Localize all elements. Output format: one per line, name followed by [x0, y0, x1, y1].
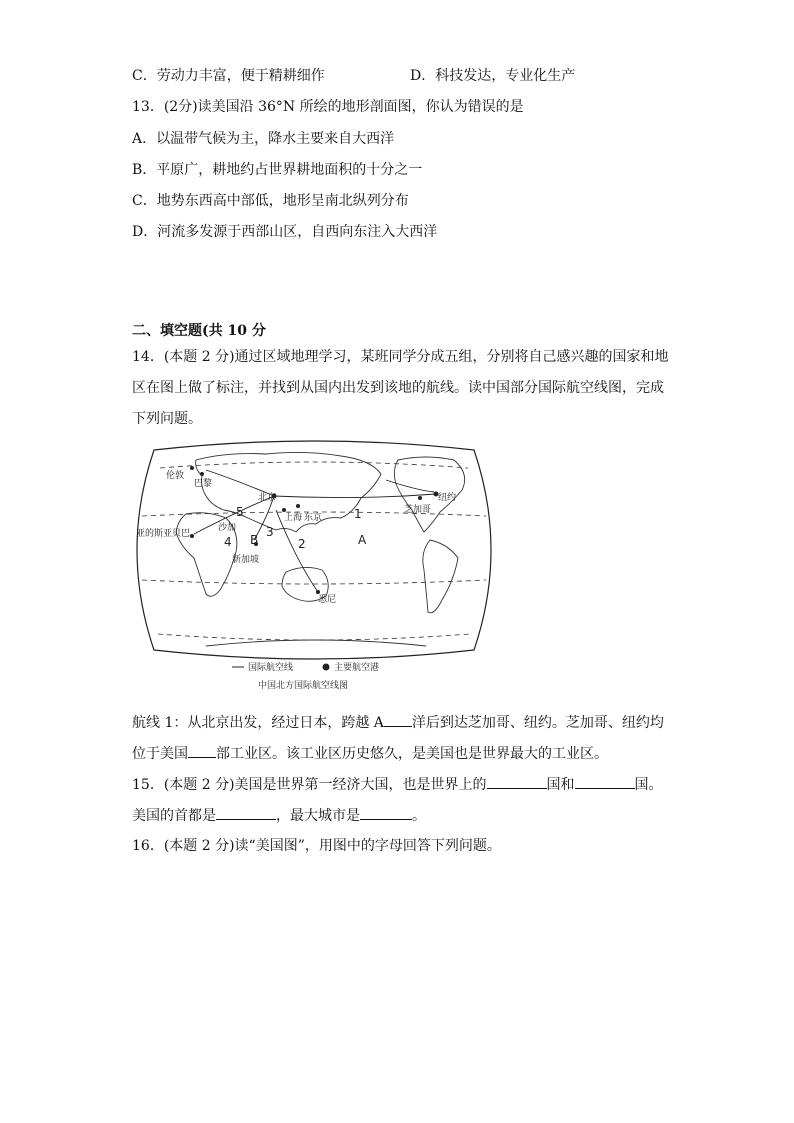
- airport-tokyo: [296, 504, 300, 508]
- blank-country-type-2[interactable]: [575, 774, 635, 789]
- blank-capital[interactable]: [216, 805, 276, 820]
- route-number-5: 5: [236, 505, 244, 519]
- label-paris: 巴黎: [194, 479, 213, 489]
- label-shanghai: 上海: [284, 513, 303, 523]
- label-tokyo: 东京: [304, 513, 323, 523]
- q14-answer-line1: [132, 712, 664, 733]
- label-singapore: 新加坡: [232, 555, 260, 565]
- label-london: 伦敦: [166, 471, 185, 481]
- legend-airport-icon: [323, 664, 330, 671]
- q15-text: 美国的首都是: [132, 808, 216, 824]
- q14-answer-line2: [132, 743, 608, 764]
- label-addis-ababa: 亚的斯亚贝巴: [136, 529, 191, 539]
- q12-option-c: C．劳动力丰富，便于精耕细作: [132, 68, 325, 84]
- label-ocean-a: A: [358, 533, 367, 547]
- blank-region[interactable]: [188, 743, 216, 758]
- label-chicago: 芝加哥: [404, 505, 432, 515]
- label-new-york: 纽约: [438, 493, 457, 503]
- airport-paris: [200, 472, 204, 476]
- legend-airport-label: 主要航空港: [334, 663, 380, 673]
- q14-answer-text: 洋后到达芝加哥、纽约。芝加哥、纽约均: [411, 715, 664, 731]
- q15-text: 国。: [634, 777, 663, 793]
- map-outline: [137, 441, 491, 659]
- q15-text: 国和: [546, 777, 575, 793]
- q15-text: ，最大城市是: [276, 808, 360, 824]
- route-number-1: 1: [354, 507, 362, 521]
- q14-stem-line2: 区在图上做了标注，并找到从国内出发到该地的航线。读中国部分国际航空线图，完成: [132, 380, 664, 396]
- q15-text: 。: [412, 808, 426, 824]
- q14-answer-text: 位于美国: [132, 746, 188, 762]
- q13-option-b: B．平原广，耕地约占世界耕地面积的十分之一: [132, 162, 423, 178]
- q14-answer-text: 部工业区。该工业区历史悠久，是美国也是世界最大的工业区。: [216, 746, 608, 762]
- section-heading: 二、填空题(共 10 分: [132, 323, 266, 339]
- blank-country-type-1[interactable]: [487, 774, 547, 789]
- q12-option-d: D．科技发达，专业化生产: [410, 68, 576, 84]
- airport-chicago: [418, 496, 422, 500]
- q13-option-c: C．地势东西高中部低，地形呈南北纵列分布: [132, 193, 409, 209]
- q13-option-d: D．河流多发源于西部山区，自西向东注入大西洋: [132, 224, 438, 240]
- route-number-2: 2: [298, 537, 306, 551]
- label-sydney: 悉尼: [318, 595, 337, 605]
- q13-stem: 13．(2分)读美国沿 36°N 所绘的地形剖面图，你认为错误的是: [132, 99, 524, 115]
- airport-london: [190, 466, 194, 470]
- q15-text: 15．(本题 2 分)美国是世界第一经济大国，也是世界上的: [132, 777, 487, 793]
- label-point-b: B: [250, 533, 259, 547]
- q15-line1: [132, 774, 663, 795]
- label-jeddah: 沙加: [218, 523, 237, 533]
- legend-route-label: 国际航空线: [248, 663, 294, 673]
- airport-addis: [190, 534, 194, 538]
- q14-answer-text: 航线 1：从北京出发，经过日本，跨越 A: [132, 715, 384, 731]
- map-caption: 中国北方国际航空线图: [258, 681, 349, 691]
- blank-ocean[interactable]: [384, 712, 412, 727]
- label-beijing: 北京: [258, 493, 277, 503]
- blank-largest-city[interactable]: [360, 805, 412, 820]
- q14-stem-line3: 下列问题。: [132, 411, 202, 427]
- airport-shanghai: [282, 508, 286, 512]
- airport-sydney: [316, 590, 320, 594]
- q16-stem: 16．(本题 2 分)读“美国图”，用图中的字母回答下列问题。: [132, 838, 501, 854]
- route-number-3: 3: [266, 525, 274, 539]
- q15-line2: [132, 805, 426, 826]
- q14-stem-line1: 14．(本题 2 分)通过区域地理学习，某班同学分成五组，分别将自己感兴趣的国家和地: [132, 349, 669, 365]
- air-route-map: [136, 440, 492, 695]
- q13-option-a: A．以温带气候为主，降水主要来自大西洋: [132, 131, 395, 147]
- route-number-4: 4: [224, 535, 232, 549]
